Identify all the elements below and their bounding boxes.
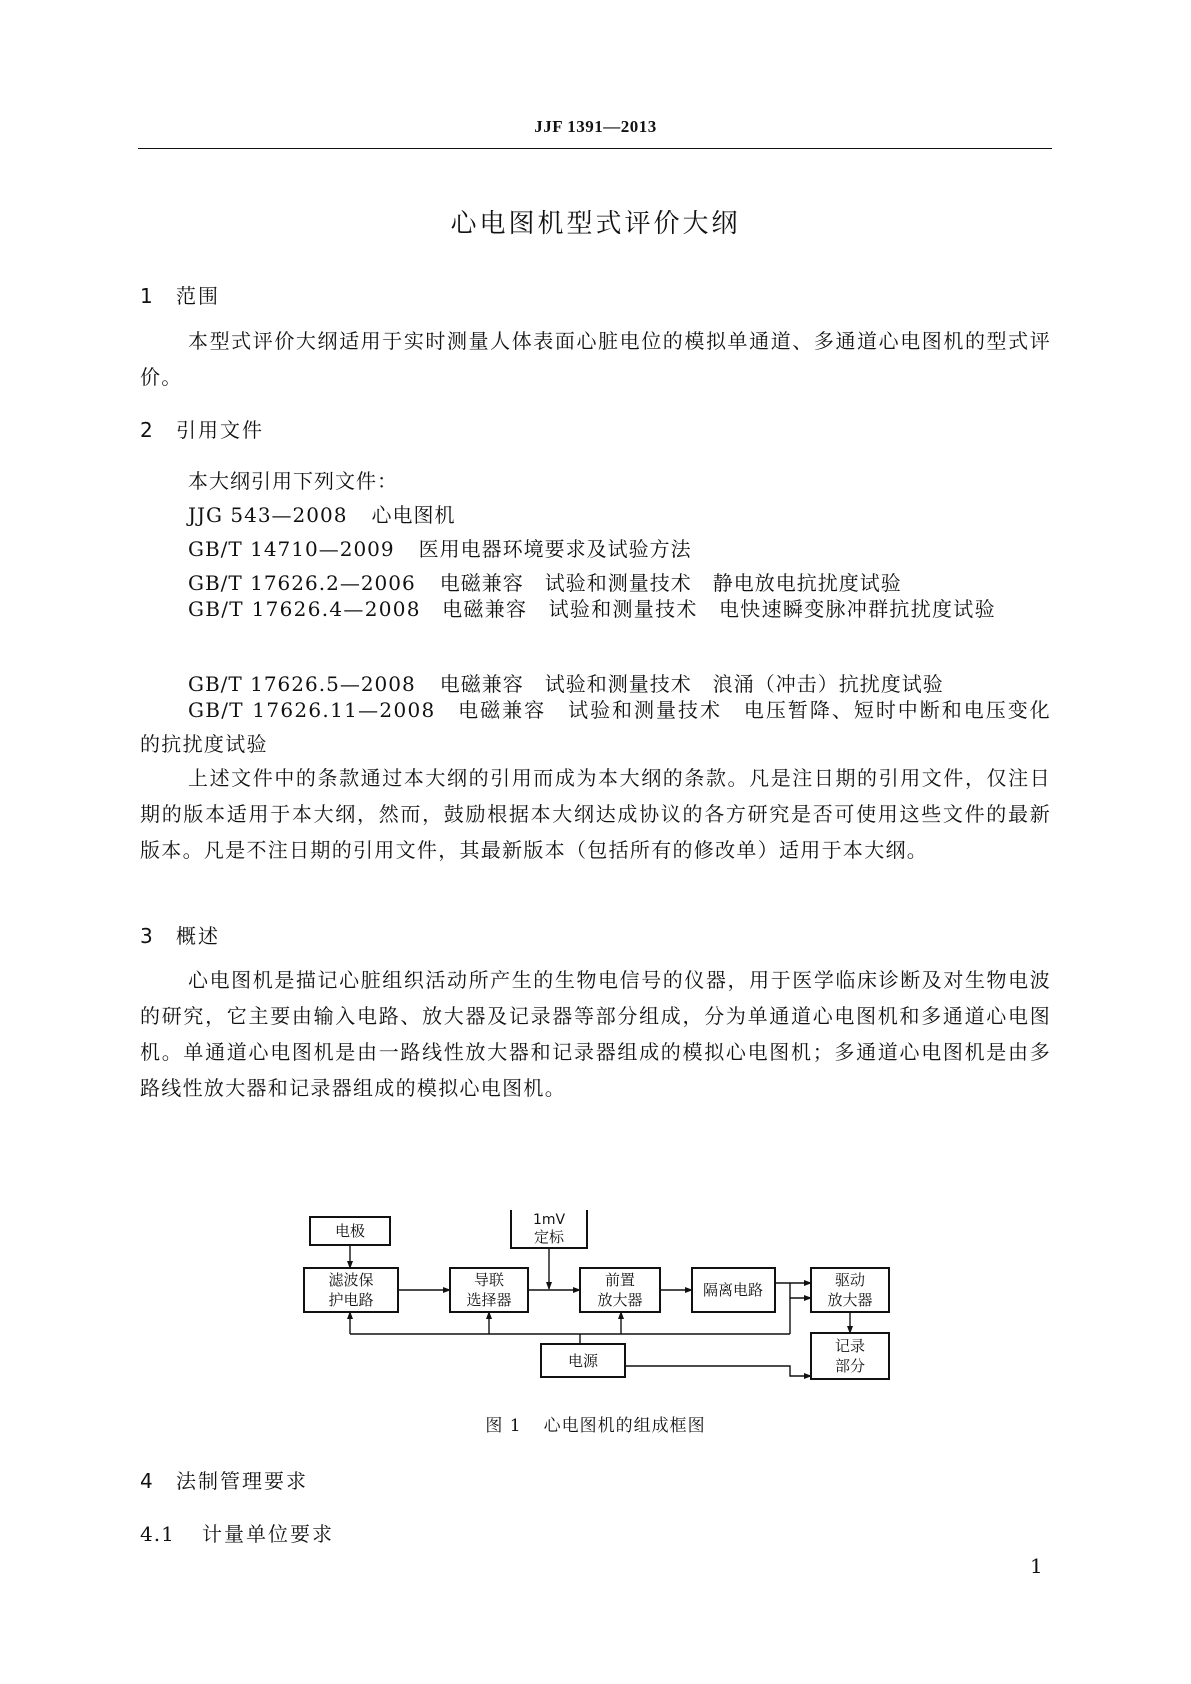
arrow-power-to-recorder: [625, 1366, 811, 1376]
section-3-heading: [140, 920, 220, 949]
section-1-heading: [140, 280, 220, 309]
reference-item-wrapped: GB/T 17626.4—2008 电磁兼容 试验和测量技术 电快速瞬变脉冲群抗扰度试验: [188, 597, 996, 621]
reference-item: [188, 499, 455, 528]
header-rule: [138, 148, 1052, 149]
label-calibration-2: 定标: [533, 1228, 565, 1246]
reference-name: 电磁兼容 试验和测量技术 浪涌（冲击）抗扰度试验: [439, 672, 944, 696]
section-title: 引用文件: [176, 418, 264, 442]
label-power: 电源: [567, 1352, 599, 1370]
label-calibration-1: 1mV: [532, 1212, 566, 1228]
section-1-body: 本型式评价大纲适用于实时测量人体表面心脏电位的模拟单通道、多通道心电图机的型式评价。: [140, 329, 1051, 389]
reference-item: [188, 533, 692, 562]
label-recorder-1: 记录: [834, 1337, 866, 1355]
label-preamp-2: 放大器: [597, 1291, 643, 1309]
section-title: 法制管理要求: [176, 1469, 308, 1493]
references-note: 上述文件中的条款通过本大纲的引用而成为本大纲的条款。凡是注日期的引用文件，仅注日期的版本适用于本大纲，然而，鼓励根据本大纲达成协议的各方研究是否可使用这些文件的最新版本。凡是不注日期的引用文件，其最新版本（包括所有的修改单）适用于本大纲。: [140, 766, 1051, 862]
label-lead-2: 选择器: [466, 1291, 512, 1309]
label-isolation: 隔离电路: [702, 1281, 764, 1299]
section-title: 范围: [176, 284, 220, 308]
label-electrode: 电极: [334, 1222, 366, 1240]
reference-name: 电磁兼容 试验和测量技术 静电放电抗扰度试验: [439, 571, 902, 595]
subsection-title: 计量单位要求: [202, 1522, 334, 1546]
section-2-heading: [140, 414, 264, 443]
figure-caption-text: 心电图机的组成框图: [543, 1416, 706, 1436]
label-lead-1: 导联: [473, 1271, 505, 1289]
arrow-isolation-to-driver-2: [790, 1283, 811, 1298]
reference-code: GB/T 17626.2—2006: [188, 571, 416, 595]
section-number: 4: [140, 1469, 153, 1493]
section-number: 2: [140, 418, 153, 442]
label-recorder-2: 部分: [834, 1357, 866, 1375]
section-4-heading: [140, 1465, 308, 1494]
label-filter-2: 护电路: [328, 1291, 374, 1309]
label-driver-2: 放大器: [827, 1291, 873, 1309]
figure-caption: [140, 1411, 1051, 1436]
subsection-4-1-heading: [140, 1518, 334, 1547]
document-title: 心电图机型式评价大纲: [450, 209, 741, 239]
ecg-block-diagram: [300, 1210, 940, 1390]
reference-code: JJG 543—2008: [188, 503, 348, 527]
reference-item-wrapped: GB/T 17626.11—2008 电磁兼容 试验和测量技术 电压暂降、短时中断和电压变化的抗扰度试验: [140, 698, 1051, 756]
section-number: 3: [140, 924, 153, 948]
subsection-number: 4.1: [140, 1522, 175, 1546]
section-number: 1: [140, 284, 153, 308]
reference-name: 心电图机: [371, 503, 456, 527]
reference-code: GB/T 17626.5—2008: [188, 672, 416, 696]
references-intro: 本大纲引用下列文件：: [188, 469, 398, 493]
label-driver-1: 驱动: [834, 1271, 866, 1289]
page-number: 1: [1030, 1554, 1043, 1578]
section-3-body: 心电图机是描记心脏组织活动所产生的生物电信号的仪器，用于医学临床诊断及对生物电波的研究，它主要由输入电路、放大器及记录器等部分组成，分为单通道心电图机和多通道心电图机。单通道心电图机是由一路线性放大器和记录器组成的模拟心电图机；多通道心电图机是由多路线性放大器和记录器组成的模拟心电图机。: [140, 968, 1051, 1100]
figure-label: 图 1: [485, 1416, 522, 1436]
section-title: 概述: [176, 924, 220, 948]
reference-name: 医用电器环境要求及试验方法: [418, 537, 692, 561]
standard-code-header: JJF 1391—2013: [534, 117, 657, 136]
label-preamp-1: 前置: [604, 1271, 636, 1289]
label-filter-1: 滤波保: [328, 1271, 374, 1289]
reference-code: GB/T 14710—2009: [188, 537, 395, 561]
